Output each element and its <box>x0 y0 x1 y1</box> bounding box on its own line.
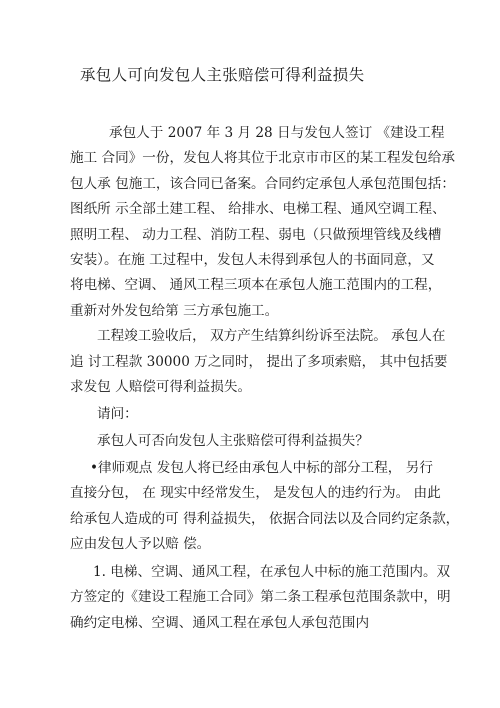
text-line: 承包人于 2007 年 3 月 28 日与发包人签订 《建设工程 <box>109 125 445 141</box>
text-line: •律师观点 发包人将已经由承包人中标的部分工程， 另行 <box>90 460 433 476</box>
text-line: 应由发包人予以赔 偿。 <box>70 536 211 552</box>
text-line: 请问： <box>97 406 138 422</box>
text-line: 承包人可否向发包人主张赔偿可得利益损失？ <box>97 433 369 449</box>
text-line: 工程竣工验收后， 双方产生结算纠纷诉至法院。 承包人在 <box>97 328 446 344</box>
text-line: 求发包 人赔偿可得利益损失。 <box>70 379 252 395</box>
text-line: 直接分包， 在 现实中经常发生， 是发包人的违约行为。 由此 <box>70 485 441 501</box>
text-line: 安装）。在施 工过程中，发包人未得到承包人的书面同意，又 <box>70 252 435 268</box>
text-line: 将电梯、空调、 通风工程三项本在承包人施工范围内的工程， <box>70 277 442 293</box>
text-line: 方签定的《建设工程施工合同》第二条工程承包范围条款中，明 <box>70 589 451 605</box>
text-line: 照明工程、 动力工程、消防工程、弱电（只做预埋管线及线槽 <box>70 227 442 243</box>
text-line: 追 讨工程款 30000 万之同时， 提出了多项索赔， 其中包括要 <box>70 354 448 370</box>
text-line: 重新对外发包给第 三方承包施工。 <box>70 303 279 319</box>
text-line: 施工 合同》一份，发包人将其位于北京市市区的某工程发包给承 <box>70 150 455 166</box>
text-line: 确约定电梯、空调、通风工程在承包人承包范围内 <box>70 615 370 631</box>
text-line: 1. 电梯、空调、通风工程，在承包人中标的施工范围内。双 <box>93 564 451 580</box>
text-line: 图纸所 示全部土建工程、 给排水、电梯工程、通风空调工程、 <box>70 201 446 217</box>
document-title: 承包人可向发包人主张赔偿可得利益损失 <box>80 66 365 84</box>
text-line: 包人承 包施工，该合同已备案。合同约定承包人承包范围包括： <box>70 176 455 192</box>
text-line: 给承包人造成的可 得利益损失， 依据合同法以及合同约定条款， <box>70 511 460 527</box>
